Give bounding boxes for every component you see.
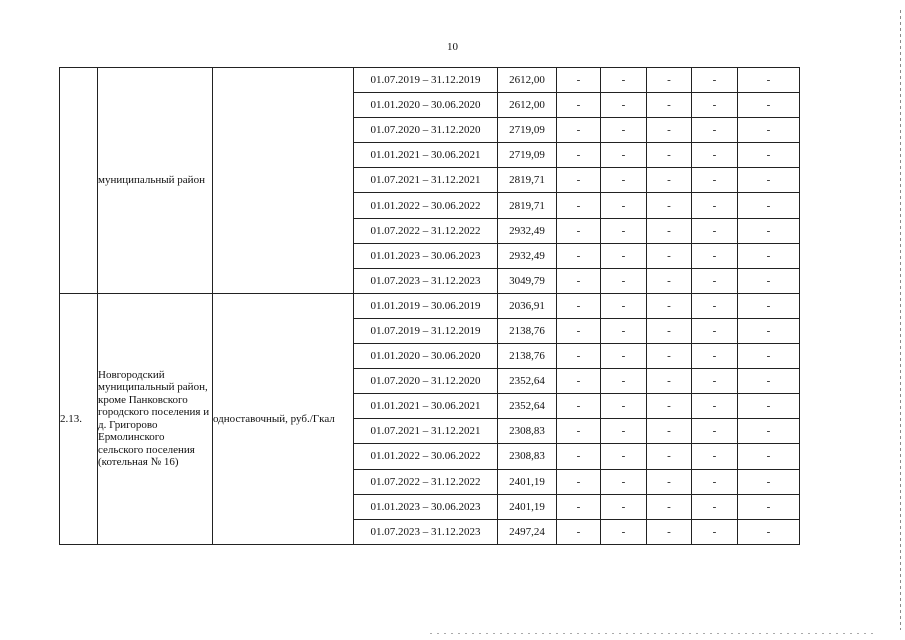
tariff-value-cell: 3049,79 xyxy=(498,268,557,293)
page-number: 10 xyxy=(447,41,458,53)
empty-value-cell: - xyxy=(557,243,601,268)
empty-value-cell: - xyxy=(738,469,800,494)
empty-value-cell: - xyxy=(647,218,692,243)
tariff-value-cell: 2497,24 xyxy=(498,519,557,544)
empty-value-cell: - xyxy=(647,168,692,193)
tariff-value-cell: 2401,19 xyxy=(498,494,557,519)
empty-value-cell: - xyxy=(601,444,647,469)
empty-value-cell: - xyxy=(557,193,601,218)
period-cell: 01.01.2020 – 30.06.2020 xyxy=(354,344,498,369)
empty-value-cell: - xyxy=(692,494,738,519)
period-cell: 01.07.2021 – 31.12.2021 xyxy=(354,168,498,193)
tariff-value-cell: 2138,76 xyxy=(498,318,557,343)
empty-value-cell: - xyxy=(738,293,800,318)
tariff-value-cell: 2308,83 xyxy=(498,419,557,444)
table-row xyxy=(60,293,800,318)
tariff-value-cell: 2036,91 xyxy=(498,293,557,318)
empty-value-cell: - xyxy=(738,93,800,118)
empty-value-cell: - xyxy=(738,193,800,218)
empty-value-cell: - xyxy=(601,168,647,193)
empty-value-cell: - xyxy=(557,469,601,494)
empty-value-cell: - xyxy=(738,243,800,268)
empty-value-cell: - xyxy=(692,293,738,318)
empty-value-cell: - xyxy=(601,293,647,318)
empty-value-cell: - xyxy=(647,143,692,168)
empty-value-cell: - xyxy=(692,419,738,444)
tariff-value-cell: 2138,76 xyxy=(498,344,557,369)
period-cell: 01.07.2020 – 31.12.2020 xyxy=(354,369,498,394)
period-cell: 01.07.2023 – 31.12.2023 xyxy=(354,519,498,544)
empty-value-cell: - xyxy=(557,318,601,343)
empty-value-cell: - xyxy=(738,369,800,394)
empty-value-cell: - xyxy=(647,293,692,318)
period-cell: 01.01.2023 – 30.06.2023 xyxy=(354,494,498,519)
empty-value-cell: - xyxy=(647,469,692,494)
empty-value-cell: - xyxy=(738,68,800,93)
empty-value-cell: - xyxy=(738,494,800,519)
period-cell: 01.07.2022 – 31.12.2022 xyxy=(354,218,498,243)
tariff-value-cell: 2401,19 xyxy=(498,469,557,494)
empty-value-cell: - xyxy=(557,344,601,369)
empty-value-cell: - xyxy=(601,318,647,343)
empty-value-cell: - xyxy=(647,344,692,369)
empty-value-cell: - xyxy=(647,268,692,293)
empty-value-cell: - xyxy=(692,469,738,494)
empty-value-cell: - xyxy=(692,143,738,168)
empty-value-cell: - xyxy=(647,68,692,93)
empty-value-cell: - xyxy=(557,268,601,293)
empty-value-cell: - xyxy=(738,218,800,243)
empty-value-cell: - xyxy=(738,519,800,544)
empty-value-cell: - xyxy=(557,419,601,444)
empty-value-cell: - xyxy=(557,519,601,544)
tariff-value-cell: 2819,71 xyxy=(498,168,557,193)
tariff-value-cell: 2932,49 xyxy=(498,243,557,268)
scan-edge-mark xyxy=(900,10,901,630)
empty-value-cell: - xyxy=(738,444,800,469)
empty-value-cell: - xyxy=(557,168,601,193)
empty-value-cell: - xyxy=(601,93,647,118)
empty-value-cell: - xyxy=(647,93,692,118)
tariff-type: одноставочный, руб./Гкал xyxy=(213,293,354,544)
empty-value-cell: - xyxy=(738,168,800,193)
empty-value-cell: - xyxy=(557,93,601,118)
empty-value-cell: - xyxy=(692,118,738,143)
empty-value-cell: - xyxy=(557,293,601,318)
empty-value-cell: - xyxy=(647,419,692,444)
empty-value-cell: - xyxy=(601,243,647,268)
empty-value-cell: - xyxy=(557,494,601,519)
period-cell: 01.07.2023 – 31.12.2023 xyxy=(354,268,498,293)
empty-value-cell: - xyxy=(738,394,800,419)
tariff-value-cell: 2719,09 xyxy=(498,118,557,143)
group-name: муниципальный район xyxy=(98,68,213,294)
empty-value-cell: - xyxy=(738,268,800,293)
tariff-value-cell: 2352,64 xyxy=(498,394,557,419)
tariff-value-cell: 2612,00 xyxy=(498,93,557,118)
empty-value-cell: - xyxy=(601,193,647,218)
empty-value-cell: - xyxy=(557,218,601,243)
period-cell: 01.07.2022 – 31.12.2022 xyxy=(354,469,498,494)
period-cell: 01.01.2021 – 30.06.2021 xyxy=(354,143,498,168)
period-cell: 01.07.2021 – 31.12.2021 xyxy=(354,419,498,444)
period-cell: 01.01.2021 – 30.06.2021 xyxy=(354,394,498,419)
empty-value-cell: - xyxy=(601,519,647,544)
empty-value-cell: - xyxy=(692,394,738,419)
empty-value-cell: - xyxy=(647,494,692,519)
group-name: Новгородский муниципальный район, кроме Панковского городского поселения и д. Григорово Ермолинского сельского поселения (котельная № 16) xyxy=(98,293,213,544)
period-cell: 01.07.2019 – 31.12.2019 xyxy=(354,318,498,343)
empty-value-cell: - xyxy=(647,193,692,218)
empty-value-cell: - xyxy=(647,519,692,544)
period-cell: 01.07.2020 – 31.12.2020 xyxy=(354,118,498,143)
empty-value-cell: - xyxy=(692,318,738,343)
empty-value-cell: - xyxy=(557,394,601,419)
empty-value-cell: - xyxy=(601,494,647,519)
tariff-value-cell: 2308,83 xyxy=(498,444,557,469)
period-cell: 01.01.2019 – 30.06.2019 xyxy=(354,293,498,318)
empty-value-cell: - xyxy=(647,243,692,268)
empty-value-cell: - xyxy=(601,369,647,394)
empty-value-cell: - xyxy=(692,193,738,218)
empty-value-cell: - xyxy=(647,394,692,419)
empty-value-cell: - xyxy=(692,369,738,394)
empty-value-cell: - xyxy=(601,143,647,168)
empty-value-cell: - xyxy=(557,143,601,168)
empty-value-cell: - xyxy=(557,118,601,143)
empty-value-cell: - xyxy=(601,68,647,93)
scan-noise-line xyxy=(430,633,875,634)
empty-value-cell: - xyxy=(692,218,738,243)
empty-value-cell: - xyxy=(692,168,738,193)
empty-value-cell: - xyxy=(557,369,601,394)
tariff-value-cell: 2819,71 xyxy=(498,193,557,218)
empty-value-cell: - xyxy=(647,369,692,394)
tariff-type xyxy=(213,68,354,294)
empty-value-cell: - xyxy=(738,318,800,343)
period-cell: 01.01.2020 – 30.06.2020 xyxy=(354,93,498,118)
period-cell: 01.07.2019 – 31.12.2019 xyxy=(354,68,498,93)
empty-value-cell: - xyxy=(601,344,647,369)
empty-value-cell: - xyxy=(692,243,738,268)
empty-value-cell: - xyxy=(601,394,647,419)
tariff-table xyxy=(59,67,800,545)
empty-value-cell: - xyxy=(692,519,738,544)
empty-value-cell: - xyxy=(557,444,601,469)
empty-value-cell: - xyxy=(601,469,647,494)
empty-value-cell: - xyxy=(647,118,692,143)
empty-value-cell: - xyxy=(557,68,601,93)
period-cell: 01.01.2022 – 30.06.2022 xyxy=(354,193,498,218)
group-number: 2.13. xyxy=(60,293,98,544)
period-cell: 01.01.2022 – 30.06.2022 xyxy=(354,444,498,469)
tariff-value-cell: 2932,49 xyxy=(498,218,557,243)
empty-value-cell: - xyxy=(738,344,800,369)
tariff-value-cell: 2352,64 xyxy=(498,369,557,394)
empty-value-cell: - xyxy=(601,218,647,243)
period-cell: 01.01.2023 – 30.06.2023 xyxy=(354,243,498,268)
empty-value-cell: - xyxy=(601,268,647,293)
empty-value-cell: - xyxy=(738,143,800,168)
empty-value-cell: - xyxy=(601,419,647,444)
empty-value-cell: - xyxy=(647,318,692,343)
empty-value-cell: - xyxy=(692,68,738,93)
empty-value-cell: - xyxy=(738,419,800,444)
empty-value-cell: - xyxy=(738,118,800,143)
tariff-value-cell: 2612,00 xyxy=(498,68,557,93)
empty-value-cell: - xyxy=(692,93,738,118)
tariff-value-cell: 2719,09 xyxy=(498,143,557,168)
empty-value-cell: - xyxy=(647,444,692,469)
empty-value-cell: - xyxy=(692,268,738,293)
group-number xyxy=(60,68,98,294)
table-row xyxy=(60,68,800,93)
table-body xyxy=(60,68,800,545)
empty-value-cell: - xyxy=(692,344,738,369)
empty-value-cell: - xyxy=(601,118,647,143)
empty-value-cell: - xyxy=(692,444,738,469)
